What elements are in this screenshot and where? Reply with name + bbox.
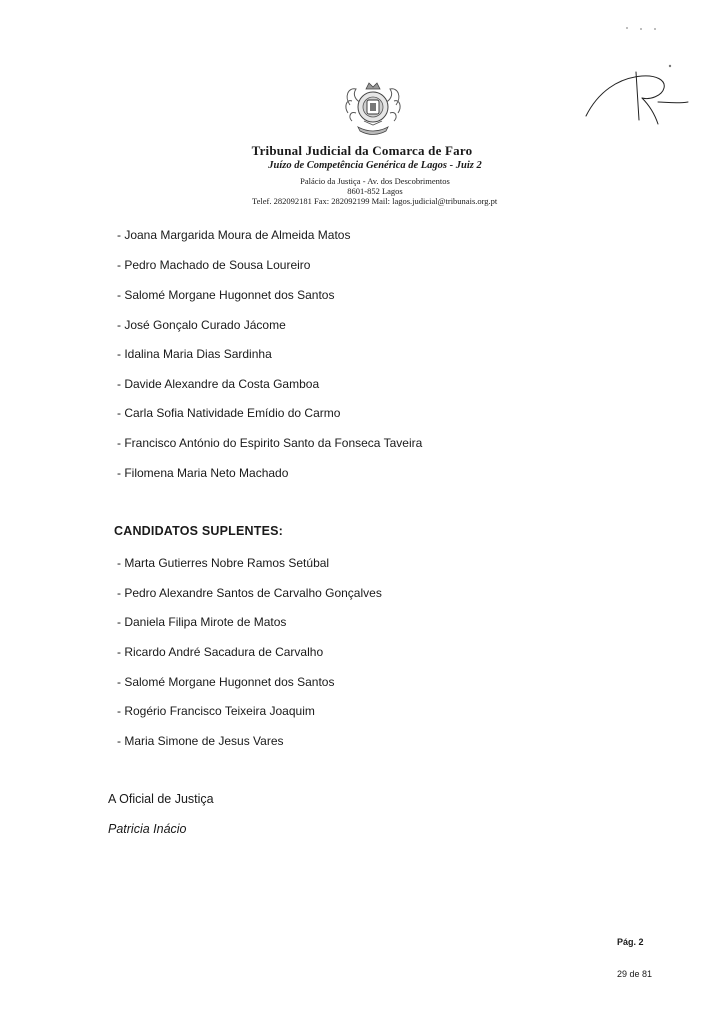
list-item: - Rogério Francisco Teixeira Joaquim xyxy=(117,704,315,718)
list-item: - Salomé Morgane Hugonnet dos Santos xyxy=(117,675,335,689)
list-item: - Marta Gutierres Nobre Ramos Setúbal xyxy=(117,556,330,570)
court-contacts: Telef. 282092181 Fax: 282092199 Mail: lagos.judicial@tribunais.org.pt xyxy=(252,196,498,206)
scan-speck xyxy=(654,28,656,30)
list-item: - Francisco António do Espirito Santo da Fonseca Taveira xyxy=(117,436,423,450)
list-item: - Pedro Machado de Sousa Loureiro xyxy=(117,258,311,272)
officer-title: A Oficial de Justiça xyxy=(108,792,214,806)
list-item: - Carla Sofia Natividade Emídio do Carmo xyxy=(117,406,341,420)
scan-speck xyxy=(626,27,628,29)
court-address: Palácio da Justiça - Av. dos Descobrimentos xyxy=(300,176,450,186)
page-count: 29 de 81 xyxy=(617,969,653,979)
list-item: - Ricardo André Sacadura de Carvalho xyxy=(117,645,324,659)
court-title: Tribunal Judicial da Comarca de Faro xyxy=(251,143,473,158)
coat-of-arms-icon xyxy=(342,77,404,139)
list-item: - Daniela Filipa Mirote de Matos xyxy=(117,615,287,629)
court-subtitle: Juízo de Competência Genérica de Lagos - Juiz 2 xyxy=(268,160,482,171)
list-item: - Idalina Maria Dias Sardinha xyxy=(117,347,272,361)
substitutes-heading: CANDIDATOS SUPLENTES: xyxy=(114,524,284,538)
scan-speck xyxy=(640,28,642,30)
list-item: - Salomé Morgane Hugonnet dos Santos xyxy=(117,288,335,302)
officer-name: Patricia Inácio xyxy=(108,822,187,836)
page-label: Pág. 2 xyxy=(617,937,644,947)
court-postal-code: 8601-852 Lagos xyxy=(347,186,403,196)
list-item: - Filomena Maria Neto Machado xyxy=(117,466,289,480)
list-item: - Davide Alexandre da Costa Gamboa xyxy=(117,377,320,391)
handwritten-signature-icon xyxy=(584,58,694,128)
list-item: - Joana Margarida Moura de Almeida Matos xyxy=(117,228,351,242)
list-item: - José Gonçalo Curado Jácome xyxy=(117,318,286,332)
list-item: - Maria Simone de Jesus Vares xyxy=(117,734,284,748)
list-item: - Pedro Alexandre Santos de Carvalho Gonçalves xyxy=(117,586,382,600)
